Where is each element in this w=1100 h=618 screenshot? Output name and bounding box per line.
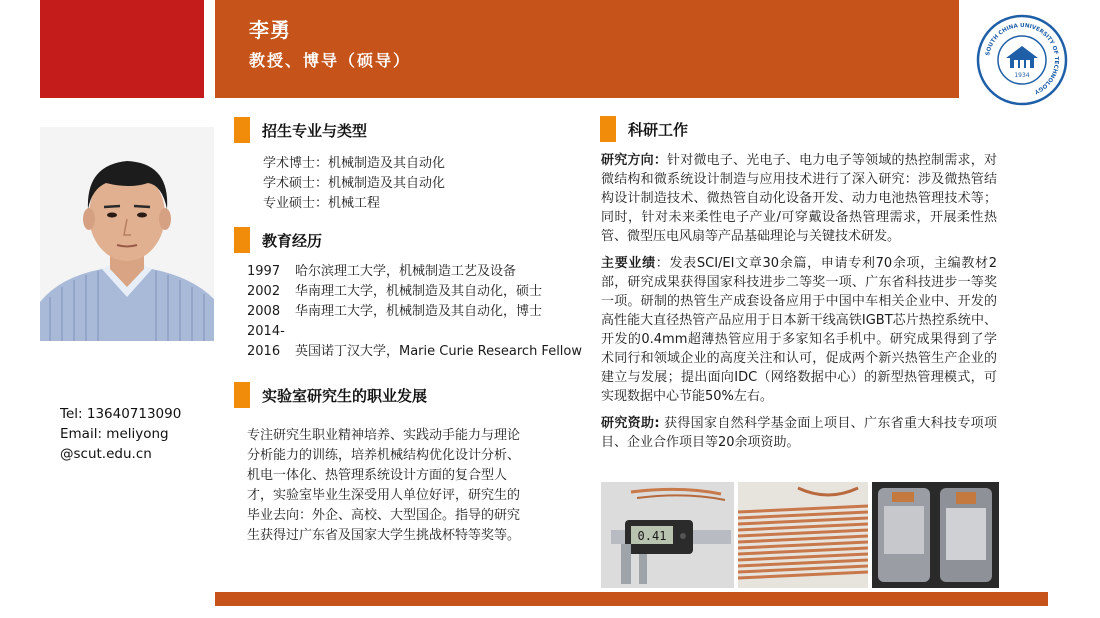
research-direction-label: 研究方向： — [601, 153, 668, 168]
portrait-photo — [40, 127, 214, 341]
research-heading-text: 科研工作 — [628, 120, 689, 139]
research-achievements-text: ：发表SCI/EI文章30余篇，申请专利70余项，主编教材2部，研究成果获得国家科技进步二等奖一项、广东省科技进步一等奖一项。研制的热管生产成套设备应用于中国中车相关企业中、开发的高性能大直径热管产品应用于日本新干线高铁IGBT芯片热控系统中、开发的0.4mm超薄热管应用于多家知名手机中。研究成果得到了学术同行和领域企业的高度关注和认可，促成两个新兴热管生产企业的建立与发展；提出面向IDC（网络数据中心）的新型热管理模式，可实现数据中心节能50%左右。 — [601, 256, 997, 404]
person-name: 李勇 — [249, 18, 291, 42]
research-heading — [600, 116, 688, 142]
list-item: 学术硕士：机械制造及其自动化 — [263, 176, 446, 191]
education-year: 2008 — [247, 304, 281, 319]
education-row — [247, 302, 582, 322]
section-marker — [234, 117, 250, 143]
section-marker — [234, 382, 250, 408]
caliper-reading: 0.41 — [637, 529, 667, 543]
logo-text: SOUTH CHINA UNIVERSITY OF TECHNOLOGY — [985, 22, 1060, 95]
logo-year: 1934 — [1014, 72, 1030, 79]
research-achievements-label: 主要业绩 — [601, 256, 656, 271]
education-row — [247, 262, 582, 282]
contact-email-domain: @scut.edu.cn — [60, 446, 152, 462]
education-year: 2014- — [247, 324, 285, 339]
education-text: 哈尔滨理工大学，机械制造工艺及设备 — [295, 264, 517, 279]
education-year: 2002 — [247, 284, 281, 299]
research-funding-text: 获得国家自然科学基金面上项目、广东省重大科技专项项目、企业合作项目等20余项资助。 — [601, 416, 997, 450]
research-direction-text: 针对微电子、光电子、电力电子等领域的热控制需求，对微结构和微系统设计制造与应用技术进行了深入研究：涉及微热管结构设计制造技术、微热管自动化设备开发、动力电池热管理技术等；同时，针对未来柔性电子产业/可穿戴设备热管理需求，开展柔性热管、微型压电风扇等产品基础理论与关键技术研发。 — [601, 153, 997, 244]
education-row — [247, 282, 582, 302]
product-images — [601, 482, 999, 588]
contact-info — [60, 404, 181, 464]
contact-email: Email: meliyong — [60, 426, 169, 442]
career-heading — [234, 382, 427, 408]
majors-heading-text: 招生专业与类型 — [262, 121, 368, 140]
education-row — [247, 342, 582, 362]
education-heading-text: 教育经历 — [262, 231, 323, 250]
person-title: 教授、博导（硕导） — [249, 51, 412, 70]
research-direction — [601, 151, 997, 246]
phone-thermal-module-image — [872, 482, 999, 588]
footer-bar — [215, 592, 1048, 606]
red-accent-block — [40, 0, 204, 98]
contact-phone: Tel: 13640713090 — [60, 406, 182, 422]
education-year: 1997 — [247, 264, 281, 279]
majors-list — [263, 154, 445, 214]
education-list — [247, 262, 582, 362]
list-item: 学术博士：机械制造及其自动化 — [263, 156, 446, 171]
university-logo — [976, 14, 1068, 106]
education-text: 华南理工大学，机械制造及其自动化，硕士 — [295, 284, 543, 299]
education-heading — [234, 227, 322, 253]
section-marker — [234, 227, 250, 253]
career-body: 专注研究生职业精神培养、实践动手能力与理论分析能力的训练，培养机械结构优化设计分析、机电一体化、热管理系统设计方面的复合型人才，实验室毕业生深受用人单位好评，研究生的毕业去向：外企、高校、大型国企。指导的研究生获得过广东省及国家大学生挑战杯特等奖等。 — [247, 428, 521, 543]
caliper-heat-pipe-image — [601, 482, 734, 588]
research-funding-label: 研究资助: — [601, 416, 660, 431]
majors-heading — [234, 117, 367, 143]
section-marker — [600, 116, 616, 142]
career-heading-text: 实验室研究生的职业发展 — [262, 386, 428, 405]
heat-pipes-image — [738, 482, 868, 588]
list-item: 专业硕士：机械工程 — [263, 196, 381, 211]
header-bar — [215, 0, 959, 98]
research-funding — [601, 414, 997, 452]
education-row — [247, 322, 582, 342]
education-year: 2016 — [247, 344, 281, 359]
education-text: 英国诺丁汉大学，Marie Curie Research Fellow — [295, 344, 583, 359]
education-text: 华南理工大学，机械制造及其自动化，博士 — [295, 304, 543, 319]
research-body — [601, 151, 997, 460]
research-achievements — [601, 254, 997, 406]
